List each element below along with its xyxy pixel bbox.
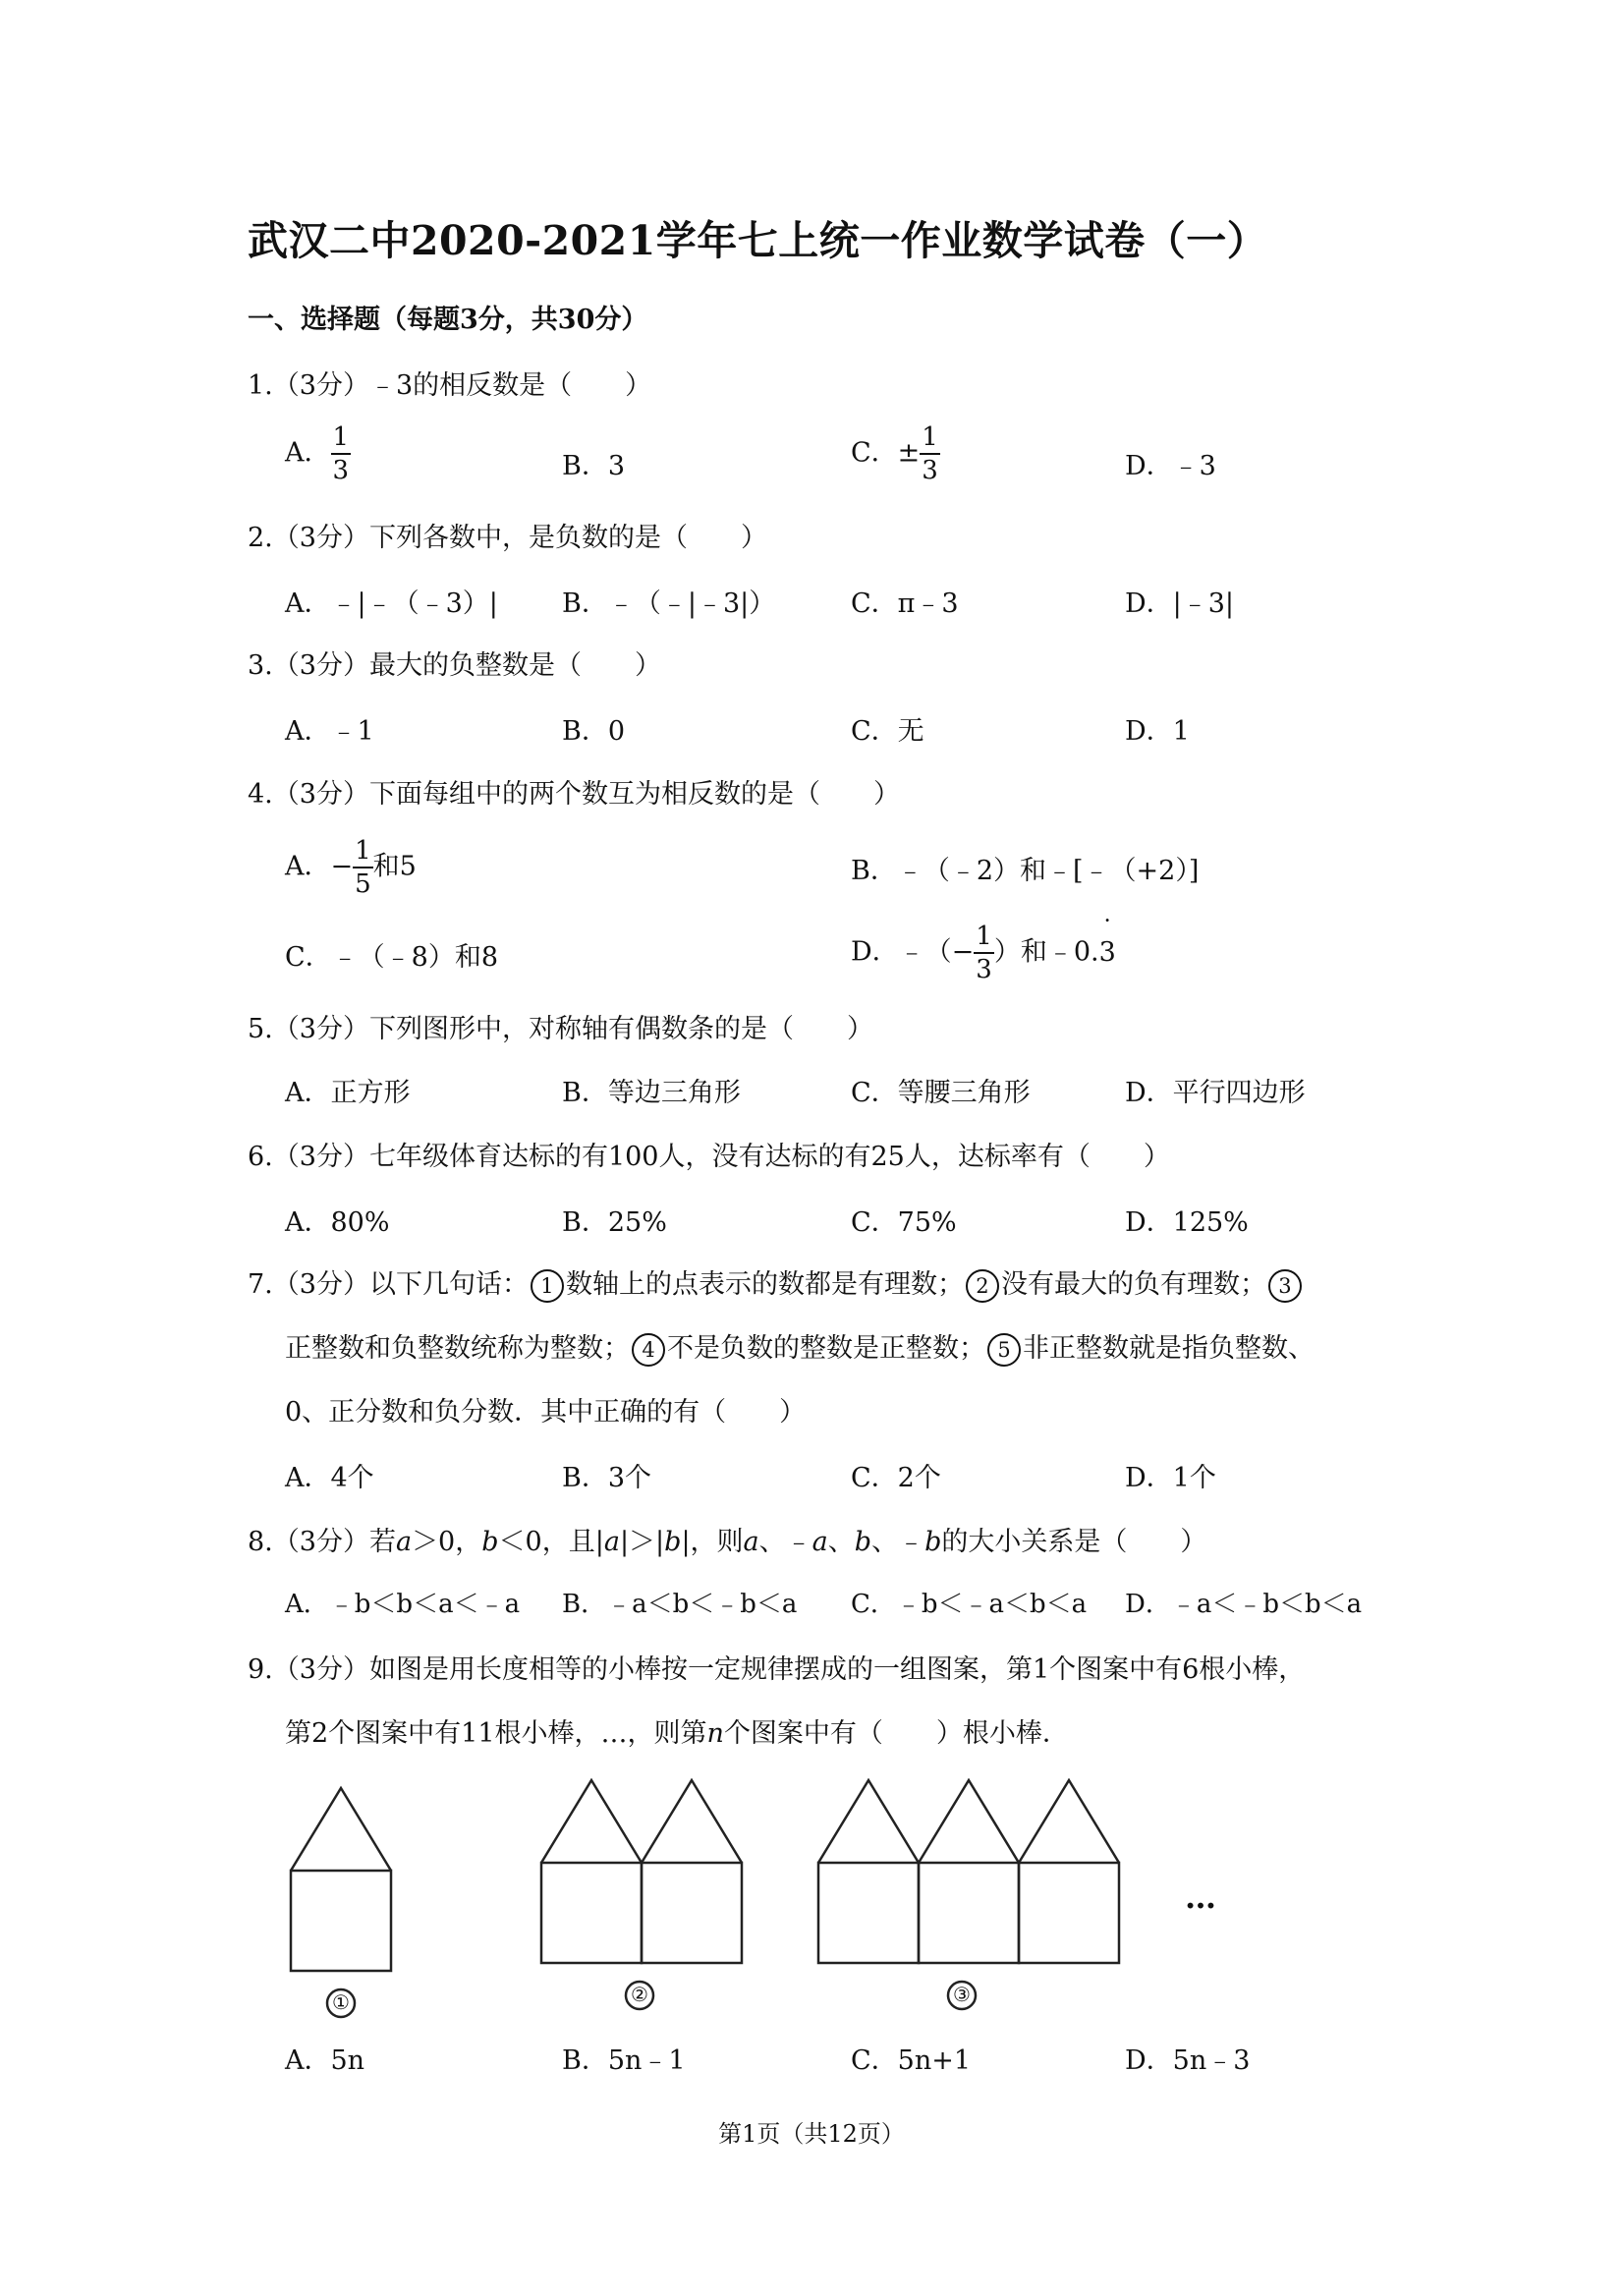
question-3-stem: 3.（3分）最大的负整数是（ ）	[248, 650, 661, 681]
q7-option-b: B．3个	[562, 1463, 652, 1493]
question-2-stem: 2.（3分）下列各数中，是负数的是（ ）	[248, 523, 767, 553]
q7-option-c: C．2个	[851, 1463, 941, 1493]
question-7-line-3: 0、正分数和负分数．其中正确的有（ ）	[285, 1397, 807, 1428]
q6-option-b: B．25%	[562, 1207, 667, 1238]
q8-option-c: C．﹣b＜﹣a＜b＜a	[851, 1590, 1088, 1619]
q5-option-a: A．正方形	[285, 1078, 411, 1108]
pattern-3-label: ③	[953, 1983, 971, 2006]
q9-option-b: B．5n﹣1	[562, 2045, 686, 2076]
pattern-3	[818, 1780, 1119, 1963]
question-5-stem: 5.（3分）下列图形中，对称轴有偶数条的是（ ）	[248, 1014, 873, 1044]
q5-option-c: C．等腰三角形	[851, 1078, 1031, 1108]
pattern-1	[291, 1788, 391, 1971]
pattern-2	[541, 1780, 742, 1963]
q7-option-a: A．4个	[285, 1463, 374, 1493]
q4-option-d: D．﹣（− $\frac{1}{3}$ ）和﹣0.˙ 3	[851, 924, 1116, 982]
question-9-stem: 9.（3分）如图是用长度相等的小棒按一定规律摆成的一组图案，第1个图案中有6根小棒，	[248, 1654, 1306, 1685]
question-7-line-2: 正整数和负整数统称为整数； 4 不是负数的整数是正整数； 5 非正整数就是指负整数、	[285, 1326, 1315, 1367]
q3-option-b: B．0	[562, 716, 626, 747]
pattern-1-label: ①	[332, 1990, 350, 2014]
q2-option-c: C．π﹣3	[851, 588, 959, 619]
q2-option-b: B．﹣（﹣|﹣3|）	[562, 588, 776, 619]
q4-option-b: B．﹣（﹣2）和﹣[﹣（+2）]	[851, 856, 1200, 886]
q9-option-a: A．5n	[285, 2045, 365, 2076]
q9-option-d: D．5n﹣3	[1125, 2045, 1251, 2076]
q1-option-b: B．3	[562, 451, 626, 481]
page-title: 武汉二中2020-2021学年七上统一作业数学试卷（一）	[248, 217, 1268, 264]
q5-option-d: D．平行四边形	[1125, 1078, 1306, 1108]
q6-option-a: A．80%	[285, 1207, 390, 1238]
question-1-stem: 1.（3分）﹣3的相反数是（ ）	[248, 370, 652, 401]
question-7-stem: 7.（3分）以下几句话： 1 数轴上的点表示的数都是有理数； 2 没有最大的负有理数； 3	[248, 1262, 1304, 1303]
q3-option-c: C．无	[851, 716, 924, 747]
pattern-2-label: ②	[631, 1983, 648, 2006]
q9-option-c: C．5n+1	[851, 2045, 972, 2076]
q2-option-a: A．﹣|﹣（﹣3）|	[285, 588, 498, 619]
q8-option-d: D．﹣a＜﹣b＜b＜a	[1125, 1590, 1363, 1619]
q8-option-a: A．﹣b＜b＜a＜﹣a	[285, 1590, 521, 1619]
q3-option-d: D．1	[1125, 716, 1190, 747]
page-footer: 第1页（共12页）	[718, 2120, 905, 2148]
question-9-line-2: 第2个图案中有11根小棒，…，则第n个图案中有（ ）根小棒．	[285, 1718, 1069, 1749]
question-6-stem: 6.（3分）七年级体育达标的有100人，没有达标的有25人，达标率有（ ）	[248, 1142, 1170, 1172]
q1-option-d: D．﹣3	[1125, 451, 1216, 481]
q8-option-b: B．﹣a＜b＜﹣b＜a	[562, 1590, 798, 1619]
q2-option-d: D．|﹣3|	[1125, 588, 1235, 619]
q6-option-c: C．75%	[851, 1207, 957, 1238]
q4-option-a: A．− $\frac{1}{5}$ 和5	[285, 836, 417, 899]
q3-option-a: A．﹣1	[285, 716, 374, 747]
q1-option-c: C．± $\frac{1}{3}$	[851, 422, 938, 485]
q1-option-a: A． $\frac{1}{3}$	[285, 422, 350, 485]
q5-option-b: B．等边三角形	[562, 1078, 741, 1108]
question-4-stem: 4.（3分）下面每组中的两个数互为相反数的是（ ）	[248, 779, 900, 810]
pattern-ellipsis: …	[1185, 1878, 1216, 1916]
section-heading: 一、选择题（每题3分，共30分）	[248, 305, 648, 335]
q6-option-d: D．125%	[1125, 1207, 1249, 1238]
question-8-stem: 8.（3分）若a＞0，b＜0，且|a|＞|b|，则a、﹣a、b、﹣b的大小关系是（ ）	[248, 1527, 1207, 1557]
q7-option-d: D．1个	[1125, 1463, 1216, 1493]
q4-option-c: C．﹣（﹣8）和8	[285, 942, 499, 973]
